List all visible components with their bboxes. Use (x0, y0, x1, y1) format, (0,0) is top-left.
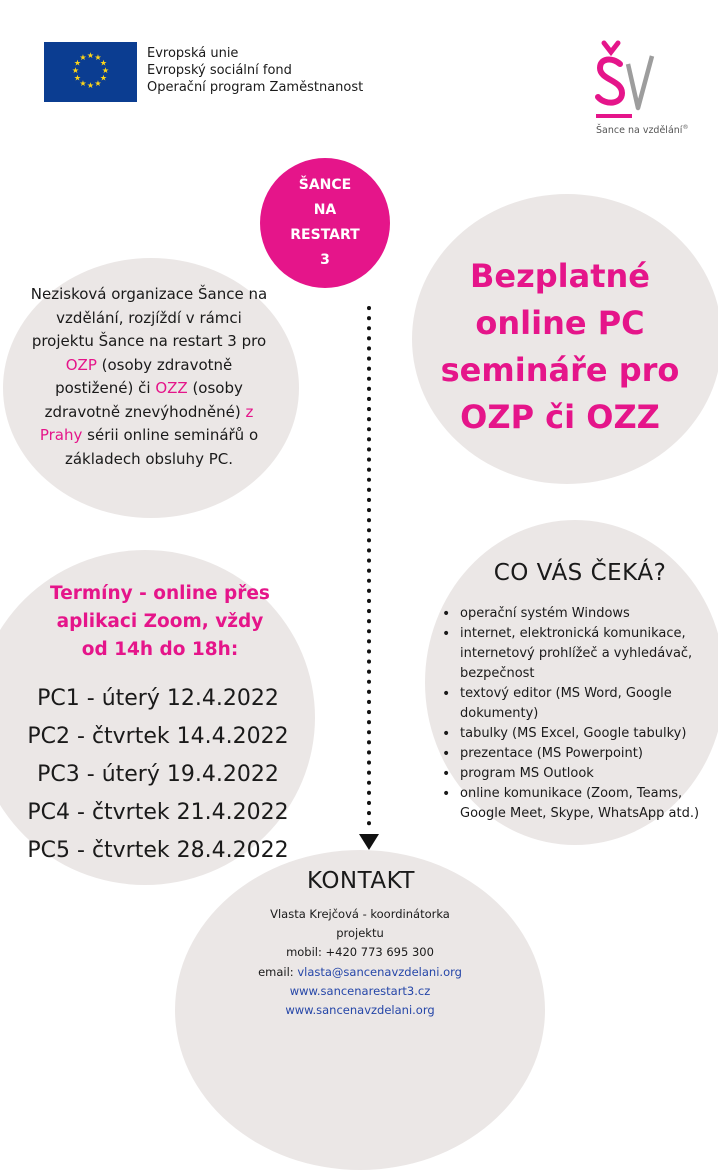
restart-line: RESTART (290, 227, 360, 243)
svg-text:★: ★ (94, 53, 102, 62)
headline-line: semináře pro (440, 351, 680, 389)
intro-part: (osoby zdravotně postižené) či (55, 355, 233, 397)
list-item: • tabulky (MS Excel, Google tabulky) (440, 724, 712, 744)
svg-text:★: ★ (86, 81, 95, 90)
logo-caption (596, 124, 688, 136)
svg-text:★: ★ (73, 58, 82, 68)
eu-program-text (147, 45, 363, 96)
ozz-highlight: OZZ (155, 379, 188, 397)
restart-badge (260, 158, 390, 288)
intro-part: sérii online seminářů o základech obsluhy PC. (64, 426, 259, 468)
list-item: • operační systém Windows (440, 604, 712, 624)
intro-part: Nezisková organizace Šance na vzdělání, rozjíždí v rámci projektu Šance na restart 3 pro (30, 285, 268, 350)
seminar-date: PC3 - úterý 19.4.2022 (37, 762, 279, 787)
web-link-restart[interactable]: www.sancenarestart3.cz (289, 983, 431, 998)
email-label: email: (258, 964, 298, 979)
web-link-sance[interactable]: www.sancenavzdelani.org (285, 1003, 435, 1018)
terms-title (30, 580, 290, 664)
restart-line: NA (313, 202, 337, 218)
svg-text:★: ★ (71, 66, 80, 75)
headline-line: online PC (475, 304, 645, 342)
list-item: • textový editor (MS Word, Google dokumenty) (440, 684, 712, 724)
contact-phone: mobil: +420 773 695 300 (286, 945, 434, 960)
intro-text (28, 283, 270, 471)
headline (440, 253, 680, 441)
svg-text:★: ★ (99, 73, 108, 83)
terms-title-line: od 14h do 18h: (81, 639, 239, 660)
headline-line: Bezplatné (470, 257, 650, 295)
seminar-date: PC4 - čtvrtek 21.4.2022 (27, 800, 289, 825)
dotted-arrow-icon (354, 304, 384, 852)
intro-part: (osoby zdravotně znevýhodněné) (44, 379, 246, 421)
svg-text:★: ★ (86, 51, 95, 60)
seminar-dates (22, 680, 294, 870)
eu-line: Operační program Zaměstnanost (147, 80, 364, 95)
contact-info (245, 905, 475, 1020)
svg-text:★: ★ (79, 79, 87, 88)
logo-caption-text: Šance na vzdělání (596, 125, 683, 137)
terms-title-line: Termíny - online přes (50, 583, 270, 604)
contact-title: KONTAKT (307, 868, 415, 894)
registered-mark: ® (682, 124, 689, 131)
what-awaits-list (440, 604, 712, 824)
svg-text:★: ★ (73, 73, 82, 83)
list-item: • online komunikace (Zoom, Teams, Google Meet, Skype, WhatsApp atd.) (440, 784, 712, 824)
contact-person: Vlasta Krejčová - koordinátorka projektu (270, 907, 450, 941)
sance-na-vzdelani-logo (594, 40, 660, 122)
eu-line: Evropský sociální fond (147, 63, 292, 78)
email-link[interactable]: vlasta@sancenavzdelani.org (297, 964, 462, 979)
restart-line: ŠANCE (298, 177, 352, 193)
seminar-date: PC5 - čtvrtek 28.4.2022 (27, 838, 289, 863)
what-awaits-title: CO VÁS ČEKÁ? (493, 560, 667, 586)
headline-line: OZP či OZZ (460, 398, 660, 436)
list-item: • internet, elektronická komunikace, internetový prohlížeč a vyhledávač, bezpečnost (440, 624, 712, 684)
terms-title-line: aplikaci Zoom, vždy (56, 611, 264, 632)
ozp-highlight: OZP (65, 355, 97, 374)
eu-line: Evropská unie (147, 46, 239, 61)
seminar-date: PC1 - úterý 12.4.2022 (37, 686, 279, 711)
restart-line: 3 (320, 252, 330, 268)
eu-flag-icon (44, 42, 137, 102)
svg-text:★: ★ (99, 58, 108, 68)
seminar-date: PC2 - čtvrtek 14.4.2022 (27, 724, 289, 749)
list-item: • program MS Outlook (440, 764, 712, 784)
prahy-highlight: z Prahy (39, 402, 254, 444)
svg-text:★: ★ (94, 79, 102, 88)
list-item: • prezentace (MS Powerpoint) (440, 744, 712, 764)
svg-text:★: ★ (79, 53, 87, 62)
svg-text:★: ★ (101, 66, 110, 75)
contact-email-row (245, 963, 475, 982)
